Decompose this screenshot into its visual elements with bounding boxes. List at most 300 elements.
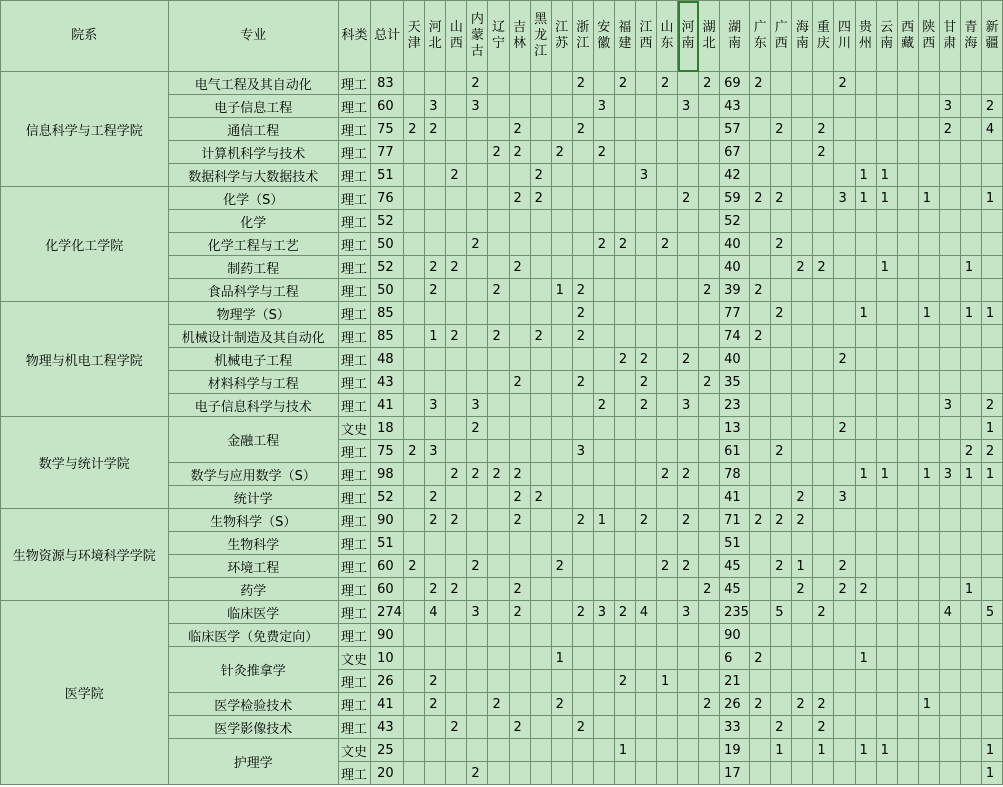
header-province[interactable]: 海南 (792, 1, 813, 72)
total-cell[interactable]: 41 (371, 394, 404, 417)
quota-cell[interactable]: 1 (876, 187, 897, 210)
quota-cell[interactable] (404, 486, 425, 509)
department-cell[interactable]: 医学院 (1, 601, 169, 785)
quota-cell[interactable] (699, 440, 720, 463)
quota-cell[interactable] (404, 624, 425, 647)
quota-cell[interactable] (656, 647, 677, 670)
quota-cell[interactable] (918, 371, 939, 394)
quota-cell[interactable] (467, 440, 488, 463)
quota-cell[interactable] (981, 371, 1002, 394)
quota-cell[interactable] (593, 371, 614, 394)
category-cell[interactable]: 理工 (339, 233, 371, 256)
quota-cell[interactable] (897, 348, 918, 371)
quota-cell[interactable] (404, 141, 425, 164)
total-cell[interactable]: 52 (371, 256, 404, 279)
quota-cell[interactable] (404, 693, 425, 716)
major-cell[interactable]: 制药工程 (168, 256, 339, 279)
quota-cell[interactable] (614, 417, 635, 440)
quota-cell[interactable]: 3 (635, 164, 656, 187)
quota-cell[interactable] (855, 509, 876, 532)
quota-cell[interactable] (656, 716, 677, 739)
quota-cell[interactable] (678, 578, 699, 601)
quota-cell[interactable] (792, 348, 813, 371)
quota-cell[interactable] (656, 118, 677, 141)
quota-cell[interactable]: 2 (750, 72, 771, 95)
category-cell[interactable]: 理工 (339, 578, 371, 601)
quota-cell[interactable] (918, 210, 939, 233)
quota-cell[interactable]: 2 (750, 279, 771, 302)
quota-cell[interactable]: 2 (771, 118, 792, 141)
quota-cell[interactable] (467, 670, 488, 693)
quota-cell[interactable] (699, 187, 720, 210)
quota-cell[interactable] (446, 693, 467, 716)
quota-cell[interactable] (699, 302, 720, 325)
quota-cell[interactable] (572, 739, 593, 762)
quota-cell[interactable] (572, 348, 593, 371)
quota-cell[interactable] (635, 279, 656, 302)
quota-cell[interactable] (960, 670, 981, 693)
quota-cell[interactable] (446, 739, 467, 762)
quota-cell[interactable] (750, 394, 771, 417)
quota-cell[interactable] (467, 187, 488, 210)
quota-cell[interactable] (530, 578, 551, 601)
quota-cell[interactable] (834, 693, 855, 716)
quota-cell[interactable] (939, 233, 960, 256)
quota-cell[interactable] (834, 233, 855, 256)
major-cell[interactable]: 数学与应用数学（S） (168, 463, 339, 486)
quota-cell[interactable] (530, 302, 551, 325)
quota-cell[interactable]: 2 (792, 693, 813, 716)
quota-cell[interactable] (876, 670, 897, 693)
quota-cell[interactable] (593, 325, 614, 348)
quota-cell[interactable] (960, 647, 981, 670)
quota-cell[interactable] (656, 509, 677, 532)
quota-cell[interactable] (699, 739, 720, 762)
quota-cell[interactable] (939, 670, 960, 693)
quota-cell[interactable] (981, 624, 1002, 647)
quota-cell[interactable]: 1 (855, 164, 876, 187)
quota-cell[interactable] (939, 187, 960, 210)
quota-cell[interactable] (897, 233, 918, 256)
quota-cell[interactable]: 2 (813, 256, 834, 279)
quota-cell[interactable] (813, 348, 834, 371)
quota-cell[interactable] (960, 762, 981, 785)
quota-cell[interactable] (509, 555, 530, 578)
quota-cell[interactable] (876, 578, 897, 601)
quota-cell[interactable] (425, 716, 446, 739)
quota-cell[interactable] (897, 624, 918, 647)
quota-cell[interactable]: 2 (530, 325, 551, 348)
quota-cell[interactable]: 1 (876, 164, 897, 187)
quota-cell[interactable] (488, 509, 509, 532)
major-cell[interactable]: 通信工程 (168, 118, 339, 141)
quota-cell[interactable] (467, 509, 488, 532)
quota-cell[interactable] (446, 486, 467, 509)
quota-cell[interactable]: 1 (918, 693, 939, 716)
quota-cell[interactable] (425, 739, 446, 762)
quota-cell[interactable] (981, 532, 1002, 555)
quota-cell[interactable] (404, 463, 425, 486)
quota-cell[interactable]: 2 (551, 693, 572, 716)
total-cell[interactable]: 10 (371, 647, 404, 670)
quota-cell[interactable] (855, 118, 876, 141)
major-cell[interactable]: 金融工程 (168, 417, 339, 463)
quota-cell[interactable] (446, 141, 467, 164)
quota-cell[interactable]: 2 (834, 72, 855, 95)
quota-cell[interactable]: 2 (656, 233, 677, 256)
quota-cell[interactable] (614, 256, 635, 279)
quota-cell[interactable] (551, 371, 572, 394)
quota-cell[interactable]: 1 (792, 555, 813, 578)
quota-cell[interactable] (509, 762, 530, 785)
total-cell[interactable]: 43 (371, 716, 404, 739)
quota-cell[interactable] (678, 440, 699, 463)
total-cell[interactable]: 50 (371, 233, 404, 256)
major-cell[interactable]: 统计学 (168, 486, 339, 509)
quota-cell[interactable] (960, 233, 981, 256)
quota-cell[interactable] (813, 233, 834, 256)
quota-cell[interactable]: 2 (446, 256, 467, 279)
quota-cell[interactable] (960, 187, 981, 210)
quota-cell[interactable] (467, 371, 488, 394)
quota-cell[interactable] (876, 762, 897, 785)
major-cell[interactable]: 电气工程及其自动化 (168, 72, 339, 95)
quota-cell[interactable] (918, 739, 939, 762)
quota-cell[interactable] (699, 95, 720, 118)
quota-cell[interactable] (939, 417, 960, 440)
quota-cell[interactable]: 2 (750, 647, 771, 670)
quota-cell[interactable]: 1 (876, 463, 897, 486)
quota-cell[interactable] (530, 739, 551, 762)
quota-cell[interactable] (614, 509, 635, 532)
quota-cell[interactable] (551, 509, 572, 532)
quota-cell[interactable]: 2 (771, 187, 792, 210)
quota-cell[interactable] (771, 394, 792, 417)
quota-cell[interactable]: 2 (572, 118, 593, 141)
quota-cell[interactable] (488, 762, 509, 785)
quota-cell[interactable] (918, 532, 939, 555)
header-province[interactable]: 福建 (614, 1, 635, 72)
quota-cell[interactable]: 2 (813, 141, 834, 164)
quota-cell[interactable] (488, 532, 509, 555)
quota-cell[interactable]: 2 (699, 578, 720, 601)
quota-cell[interactable] (750, 141, 771, 164)
quota-cell[interactable] (404, 601, 425, 624)
category-cell[interactable]: 理工 (339, 279, 371, 302)
quota-cell[interactable] (593, 670, 614, 693)
quota-cell[interactable] (635, 647, 656, 670)
quota-cell[interactable] (488, 164, 509, 187)
quota-cell[interactable] (488, 256, 509, 279)
quota-cell[interactable] (771, 210, 792, 233)
quota-cell[interactable] (918, 233, 939, 256)
quota-cell[interactable] (699, 555, 720, 578)
quota-cell[interactable] (656, 95, 677, 118)
quota-cell[interactable] (678, 233, 699, 256)
quota-cell[interactable] (488, 739, 509, 762)
quota-cell[interactable] (771, 647, 792, 670)
quota-cell[interactable]: 5 (771, 601, 792, 624)
quota-cell[interactable] (750, 555, 771, 578)
quota-cell[interactable] (488, 187, 509, 210)
quota-cell[interactable] (404, 394, 425, 417)
quota-cell[interactable] (551, 187, 572, 210)
quota-cell[interactable]: 43 (720, 95, 750, 118)
quota-cell[interactable]: 2 (771, 233, 792, 256)
quota-cell[interactable] (635, 233, 656, 256)
quota-cell[interactable] (656, 578, 677, 601)
quota-cell[interactable]: 1 (918, 463, 939, 486)
quota-cell[interactable]: 3 (678, 95, 699, 118)
quota-cell[interactable] (939, 371, 960, 394)
quota-cell[interactable]: 67 (720, 141, 750, 164)
quota-cell[interactable] (876, 486, 897, 509)
quota-cell[interactable]: 1 (981, 187, 1002, 210)
quota-cell[interactable]: 2 (939, 118, 960, 141)
quota-cell[interactable]: 2 (614, 601, 635, 624)
quota-cell[interactable] (635, 325, 656, 348)
quota-cell[interactable]: 2 (572, 279, 593, 302)
quota-cell[interactable] (918, 95, 939, 118)
quota-cell[interactable] (593, 532, 614, 555)
quota-cell[interactable] (855, 325, 876, 348)
quota-cell[interactable]: 2 (614, 72, 635, 95)
quota-cell[interactable] (467, 302, 488, 325)
header-major[interactable]: 专业 (168, 1, 339, 72)
quota-cell[interactable] (918, 440, 939, 463)
quota-cell[interactable] (981, 72, 1002, 95)
quota-cell[interactable] (960, 394, 981, 417)
quota-cell[interactable] (855, 670, 876, 693)
quota-cell[interactable] (813, 509, 834, 532)
quota-cell[interactable] (446, 670, 467, 693)
quota-cell[interactable] (551, 440, 572, 463)
quota-cell[interactable]: 2 (509, 371, 530, 394)
quota-cell[interactable] (446, 394, 467, 417)
header-province[interactable]: 湖南 (720, 1, 750, 72)
quota-cell[interactable] (678, 532, 699, 555)
quota-cell[interactable]: 3 (467, 601, 488, 624)
quota-cell[interactable] (897, 486, 918, 509)
quota-cell[interactable] (551, 601, 572, 624)
quota-cell[interactable] (960, 371, 981, 394)
quota-cell[interactable] (635, 417, 656, 440)
quota-cell[interactable] (593, 302, 614, 325)
quota-cell[interactable]: 2 (425, 486, 446, 509)
quota-cell[interactable] (918, 417, 939, 440)
quota-cell[interactable] (488, 578, 509, 601)
quota-cell[interactable]: 2 (813, 693, 834, 716)
quota-cell[interactable]: 2 (678, 555, 699, 578)
quota-cell[interactable] (855, 601, 876, 624)
quota-cell[interactable] (404, 509, 425, 532)
department-cell[interactable]: 信息科学与工程学院 (1, 72, 169, 187)
major-cell[interactable]: 机械电子工程 (168, 348, 339, 371)
total-cell[interactable]: 85 (371, 325, 404, 348)
quota-cell[interactable] (551, 256, 572, 279)
quota-cell[interactable] (509, 394, 530, 417)
department-cell[interactable]: 生物资源与环境科学学院 (1, 509, 169, 601)
quota-cell[interactable] (656, 394, 677, 417)
quota-cell[interactable] (792, 141, 813, 164)
category-cell[interactable]: 理工 (339, 463, 371, 486)
quota-cell[interactable] (488, 348, 509, 371)
category-cell[interactable]: 理工 (339, 601, 371, 624)
quota-cell[interactable] (593, 210, 614, 233)
quota-cell[interactable] (551, 302, 572, 325)
quota-cell[interactable] (897, 417, 918, 440)
quota-cell[interactable] (656, 601, 677, 624)
quota-cell[interactable]: 1 (960, 463, 981, 486)
quota-cell[interactable] (981, 509, 1002, 532)
quota-cell[interactable]: 1 (918, 302, 939, 325)
quota-cell[interactable] (792, 417, 813, 440)
quota-cell[interactable] (981, 233, 1002, 256)
quota-cell[interactable] (771, 486, 792, 509)
category-cell[interactable]: 理工 (339, 440, 371, 463)
quota-cell[interactable]: 2 (572, 72, 593, 95)
quota-cell[interactable] (446, 302, 467, 325)
department-cell[interactable]: 物理与机电工程学院 (1, 302, 169, 417)
quota-cell[interactable]: 1 (876, 256, 897, 279)
quota-cell[interactable] (467, 739, 488, 762)
quota-cell[interactable] (813, 95, 834, 118)
quota-cell[interactable] (530, 532, 551, 555)
quota-cell[interactable]: 2 (593, 141, 614, 164)
quota-cell[interactable] (771, 693, 792, 716)
quota-cell[interactable] (635, 210, 656, 233)
quota-cell[interactable] (792, 371, 813, 394)
quota-cell[interactable] (876, 72, 897, 95)
quota-cell[interactable] (509, 417, 530, 440)
quota-cell[interactable] (530, 555, 551, 578)
quota-cell[interactable]: 2 (813, 716, 834, 739)
quota-cell[interactable] (572, 555, 593, 578)
category-cell[interactable]: 理工 (339, 555, 371, 578)
quota-cell[interactable] (425, 463, 446, 486)
quota-cell[interactable] (404, 762, 425, 785)
quota-cell[interactable] (530, 210, 551, 233)
quota-cell[interactable] (939, 739, 960, 762)
quota-cell[interactable] (981, 670, 1002, 693)
quota-cell[interactable]: 2 (699, 72, 720, 95)
quota-cell[interactable] (656, 762, 677, 785)
quota-cell[interactable] (699, 233, 720, 256)
quota-cell[interactable] (425, 762, 446, 785)
quota-cell[interactable] (593, 279, 614, 302)
quota-cell[interactable] (855, 233, 876, 256)
quota-cell[interactable]: 2 (834, 555, 855, 578)
quota-cell[interactable] (635, 486, 656, 509)
quota-cell[interactable]: 3 (939, 394, 960, 417)
quota-cell[interactable] (656, 187, 677, 210)
quota-cell[interactable] (771, 72, 792, 95)
quota-cell[interactable] (855, 394, 876, 417)
quota-cell[interactable] (918, 394, 939, 417)
quota-cell[interactable] (656, 348, 677, 371)
quota-cell[interactable] (404, 532, 425, 555)
quota-cell[interactable]: 2 (635, 394, 656, 417)
quota-cell[interactable] (771, 325, 792, 348)
quota-cell[interactable] (792, 118, 813, 141)
quota-cell[interactable] (530, 118, 551, 141)
quota-cell[interactable] (678, 693, 699, 716)
quota-cell[interactable] (834, 716, 855, 739)
quota-cell[interactable] (918, 325, 939, 348)
quota-cell[interactable] (981, 164, 1002, 187)
quota-cell[interactable] (593, 440, 614, 463)
quota-cell[interactable] (960, 417, 981, 440)
quota-cell[interactable]: 2 (425, 279, 446, 302)
quota-cell[interactable] (656, 141, 677, 164)
quota-cell[interactable] (614, 302, 635, 325)
quota-cell[interactable]: 4 (981, 118, 1002, 141)
total-cell[interactable]: 26 (371, 670, 404, 693)
quota-cell[interactable] (678, 210, 699, 233)
quota-cell[interactable] (876, 532, 897, 555)
quota-cell[interactable] (656, 739, 677, 762)
quota-cell[interactable] (446, 532, 467, 555)
quota-cell[interactable] (939, 532, 960, 555)
quota-cell[interactable] (897, 716, 918, 739)
quota-cell[interactable] (509, 210, 530, 233)
quota-cell[interactable] (876, 95, 897, 118)
quota-cell[interactable]: 3 (939, 463, 960, 486)
quota-cell[interactable] (771, 463, 792, 486)
quota-cell[interactable] (446, 417, 467, 440)
total-cell[interactable]: 85 (371, 302, 404, 325)
quota-cell[interactable] (897, 739, 918, 762)
quota-cell[interactable] (813, 463, 834, 486)
quota-cell[interactable] (488, 440, 509, 463)
quota-cell[interactable] (813, 555, 834, 578)
quota-cell[interactable] (750, 670, 771, 693)
quota-cell[interactable]: 45 (720, 578, 750, 601)
quota-cell[interactable] (771, 417, 792, 440)
quota-cell[interactable]: 2 (981, 394, 1002, 417)
quota-cell[interactable]: 2 (572, 325, 593, 348)
quota-cell[interactable]: 2 (467, 463, 488, 486)
quota-cell[interactable] (834, 509, 855, 532)
quota-cell[interactable] (897, 187, 918, 210)
category-cell[interactable]: 文史 (339, 739, 371, 762)
quota-cell[interactable] (678, 371, 699, 394)
quota-cell[interactable]: 2 (551, 555, 572, 578)
major-cell[interactable]: 针灸推拿学 (168, 647, 339, 693)
quota-cell[interactable] (509, 233, 530, 256)
quota-cell[interactable]: 2 (509, 118, 530, 141)
quota-cell[interactable] (750, 739, 771, 762)
department-cell[interactable]: 数学与统计学院 (1, 417, 169, 509)
quota-cell[interactable]: 2 (750, 187, 771, 210)
quota-cell[interactable] (771, 141, 792, 164)
quota-cell[interactable]: 2 (425, 578, 446, 601)
quota-cell[interactable] (614, 118, 635, 141)
quota-cell[interactable]: 1 (981, 417, 1002, 440)
quota-cell[interactable] (918, 279, 939, 302)
quota-cell[interactable] (771, 624, 792, 647)
quota-cell[interactable] (635, 302, 656, 325)
quota-cell[interactable] (813, 210, 834, 233)
quota-cell[interactable] (876, 302, 897, 325)
quota-cell[interactable] (834, 762, 855, 785)
quota-cell[interactable] (750, 417, 771, 440)
quota-cell[interactable] (551, 486, 572, 509)
quota-cell[interactable] (699, 509, 720, 532)
quota-cell[interactable] (792, 279, 813, 302)
quota-cell[interactable] (467, 118, 488, 141)
quota-cell[interactable]: 2 (855, 578, 876, 601)
